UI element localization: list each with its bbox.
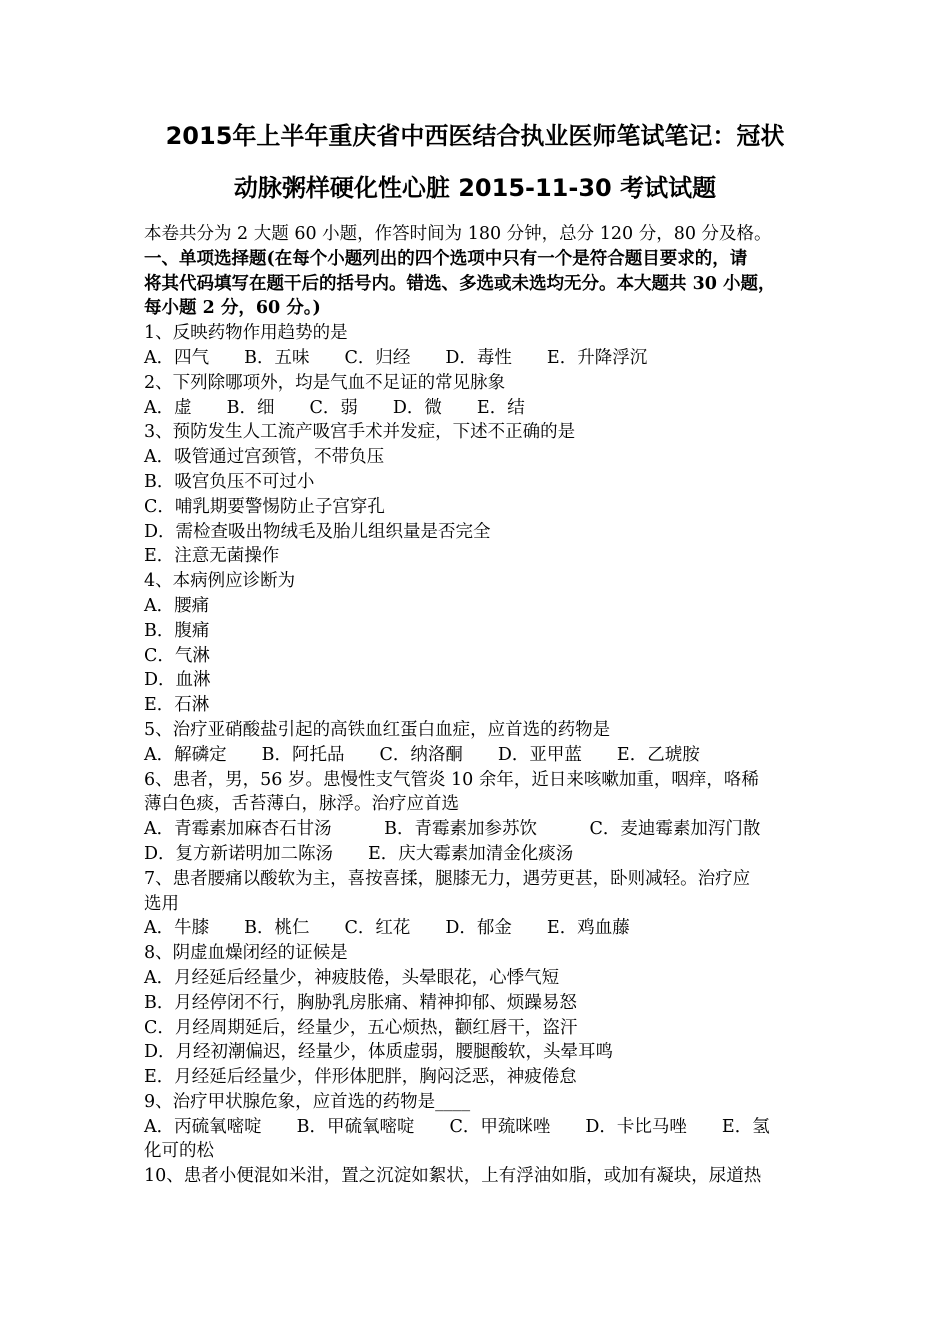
question-text-line: 3、预防发生人工流产吸宫手术并发症，下述不正确的是 [144,422,576,443]
question-text-line: 薄白色痰，舌苔薄白，脉浮。治疗应首选 [144,794,459,815]
document-title-line-2: 动脉粥样硬化性心脏 2015-11-30 考试试题 [233,174,717,202]
question-text-line: A．腰痛 [144,595,210,616]
question-text-line: 10、患者小便混如米泔，置之沉淀如絮状，上有浮油如脂，或加有凝块，尿道热 [144,1166,762,1187]
exam-intro: 本卷共分为 2 大题 60 小题，作答时间为 180 分钟，总分 120 分，80 分及格。 [144,224,772,244]
section-header-line: 每小题 2 分，60 分。) [144,298,321,319]
question-text-line: B．腹痛 [144,620,210,641]
question-text-line: E．石淋 [144,695,210,716]
question-text-line: D．血淋 [144,670,211,691]
question-list [144,321,824,1189]
question-text-line: 9、治疗甲状腺危象，应首选的药物是____ [144,1091,471,1112]
question-text-line: D．月经初潮偏迟，经量少，体质虚弱，腰腿酸软，头晕耳鸣 [144,1042,614,1063]
question-text-line: C．月经周期延后，经量少，五心烦热，颧红唇干，盗汗 [144,1017,578,1038]
question-text-line: E．月经延后经量少，伴形体肥胖，胸闷泛恶，神疲倦怠 [144,1067,577,1088]
question-text-line: 6、患者，男，56 岁。患慢性支气管炎 10 余年，近日来咳嗽加重，咽痒，咯稀 [144,769,759,790]
question-text-line: A．牛膝 B．桃仁 C．红花 D．郁金 E．鸡血藤 [144,918,630,939]
document-body [144,222,824,1189]
question-text-line: 4、本病例应诊断为 [144,571,296,592]
document-title-line-1: 2015年上半年重庆省中西医结合执业医师笔试笔记：冠状 [165,122,785,150]
question-text-line: C．哺乳期要警惕防止子宫穿孔 [144,496,385,517]
question-text-line: D．复方新诺明加二陈汤 E．庆大霉素加清金化痰汤 [144,843,574,864]
question-text-line: 1、反映药物作用趋势的是 [144,323,348,344]
section-header-line: 将其代码填写在题干后的括号内。错选、多选或未选均无分。本大题共 30 小题， [144,273,776,294]
question-text-line: D．需检查吸出物绒毛及胎儿组织量是否完全 [144,521,491,542]
question-text-line: A．虚 B．细 C．弱 D．微 E．结 [144,397,525,418]
question-text-line: A．吸管通过宫颈管，不带负压 [144,447,385,468]
question-text-line: A．月经延后经量少，神疲肢倦，头晕眼花，心悸气短 [144,967,560,988]
question-text-line: A．青霉素加麻杏石甘汤 B．青霉素加参苏饮 C．麦迪霉素加泻门散 [144,819,761,840]
question-text-line: 化可的松 [144,1141,214,1162]
question-text-line: 7、患者腰痛以酸软为主，喜按喜揉，腿膝无力，遇劳更甚，卧则减轻。治疗应 [144,868,751,889]
section-header-line: 一、单项选择题(在每个小题列出的四个选项中只有一个是符合题目要求的，请 [144,248,748,269]
question-text-line: A．丙硫氧嘧啶 B．甲硫氧嘧啶 C．甲巯咪唑 D．卡比马唑 E．氢 [144,1116,770,1137]
question-text-line: E．注意无菌操作 [144,546,280,567]
question-text-line: A．四气 B．五味 C．归经 D．毒性 E．升降浮沉 [144,347,648,368]
question-text-line: B．吸宫负压不可过小 [144,471,315,492]
question-text-line: 2、下列除哪项外，均是气血不足证的常见脉象 [144,372,506,393]
question-text-line: 8、阴虚血燥闭经的证候是 [144,943,348,964]
question-text-line: B．月经停闭不行，胸胁乳房胀痛、精神抑郁、烦躁易怒 [144,992,577,1013]
question-text-line: C．气淋 [144,645,210,666]
question-text-line: A．解磷定 B．阿托品 C．纳洛酮 D．亚甲蓝 E．乙琥胺 [144,744,700,765]
question-text-line: 选用 [144,893,179,914]
question-text-line: 5、治疗亚硝酸盐引起的高铁血红蛋白血症，应首选的药物是 [144,719,611,740]
